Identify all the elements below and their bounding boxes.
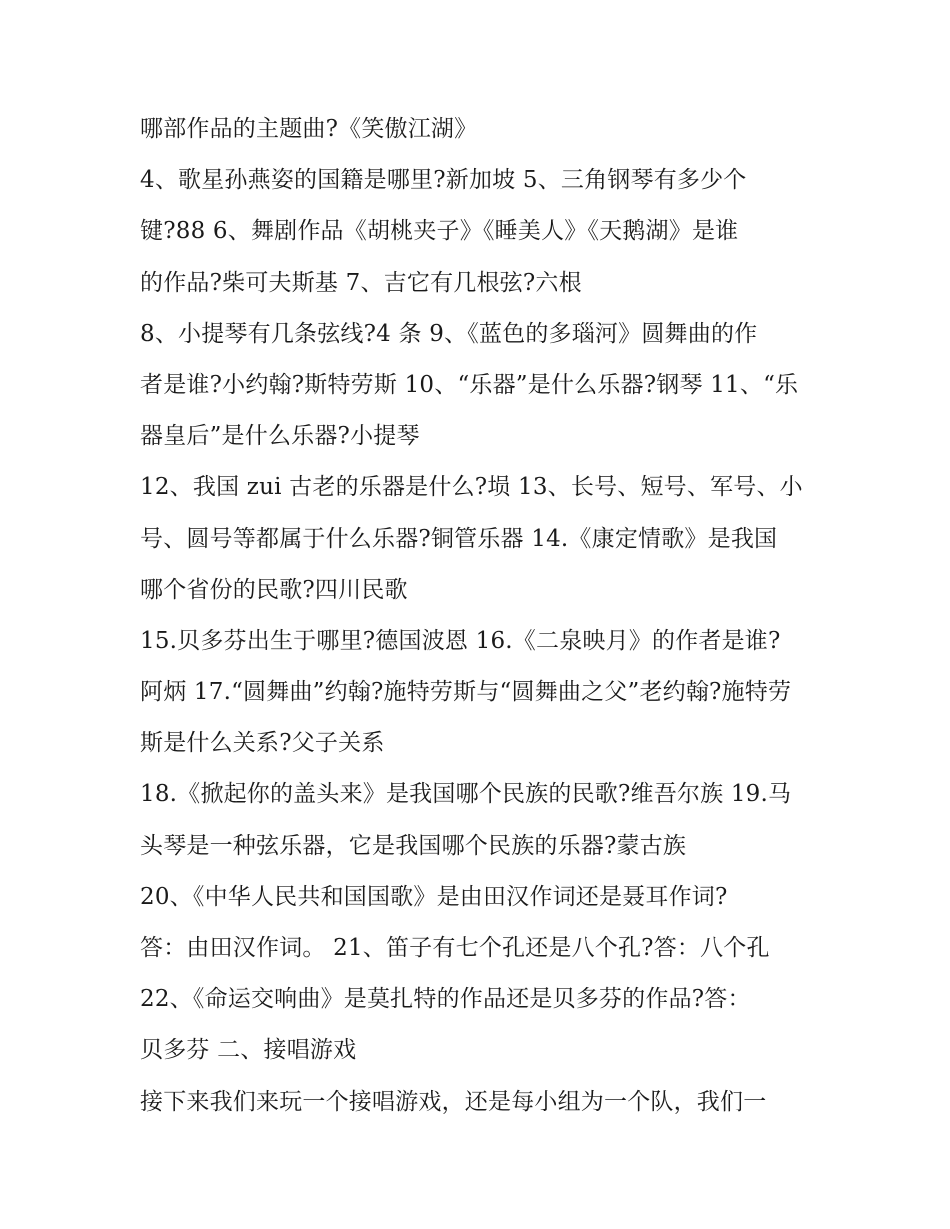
text-line: 答：由田汉作词。 21、笛子有七个孔还是八个孔?答：八个孔 — [140, 935, 770, 961]
text-line: 阿炳 17.“圆舞曲”约翰?施特劳斯与“圆舞曲之父”老约翰?施特劳 — [140, 679, 792, 706]
text-line: 头琴是一种弦乐器，它是我国哪个民族的乐器?蒙古族 — [140, 832, 687, 859]
text-line: 的作品?柴可夫斯基 7、吉它有几根弦?六根 — [140, 269, 582, 296]
text-line: 4、歌星孙燕姿的国籍是哪里?新加坡 5、三角钢琴有多少个 — [140, 167, 747, 194]
text-line: 器皇后”是什么乐器?小提琴 — [140, 423, 420, 450]
text-line: 哪部作品的主题曲?《笑傲江湖》 — [140, 116, 478, 142]
text-line: 者是谁?小约翰?斯特劳斯 10、“乐器”是什么乐器?钢琴 11、“乐 — [140, 371, 799, 398]
text-line: 哪个省份的民歌?四川民歌 — [140, 576, 408, 603]
text-line: 号、圆号等都属于什么乐器?铜管乐器 14.《康定情歌》是我国 — [140, 525, 778, 552]
document-body — [140, 104, 830, 1128]
text-line: 22、《命运交响曲》是莫扎特的作品还是贝多芬的作品?答： — [140, 986, 751, 1013]
text-line: 键?88 6、舞剧作品《胡桃夹子》《睡美人》《天鹅湖》是谁 — [140, 218, 739, 245]
text-line: 贝多芬 二、接唱游戏 — [140, 1037, 357, 1064]
text-line: 15.贝多芬出生于哪里?德国波恩 16.《二泉映月》的作者是谁? — [140, 627, 781, 654]
text-line: 斯是什么关系?父子关系 — [140, 730, 385, 757]
text-line: 20、《中华人民共和国国歌》是由田汉作词还是聂耳作词? — [140, 883, 728, 910]
text-line: 12、我国 zui 古老的乐器是什么?埙 13、长号、短号、军号、小 — [140, 474, 803, 501]
text-line: 接下来我们来玩一个接唱游戏，还是每小组为一个队，我们一 — [140, 1088, 767, 1115]
text-line: 8、小提琴有几条弦线?4 条 9、《蓝色的多瑙河》圆舞曲的作 — [140, 320, 758, 347]
text-line: 18.《掀起你的盖头来》是我国哪个民族的民歌?维吾尔族 19.马 — [140, 781, 792, 808]
